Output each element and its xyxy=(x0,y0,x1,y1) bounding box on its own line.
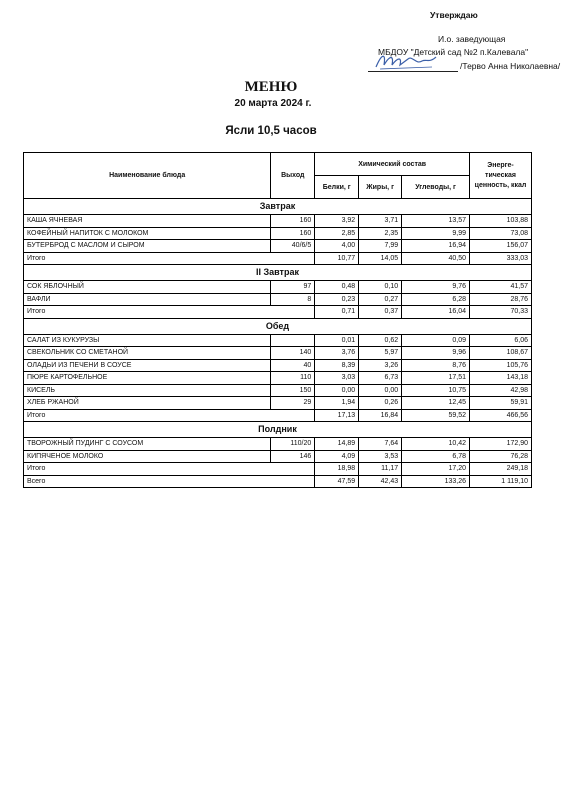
dish-fat: 5,97 xyxy=(359,347,402,360)
dish-protein: 0,01 xyxy=(315,334,359,347)
dish-protein: 14,89 xyxy=(315,438,359,451)
header-fat: Жиры, г xyxy=(359,176,402,199)
dish-output: 146 xyxy=(271,450,315,463)
section-title: II Завтрак xyxy=(24,265,532,281)
dish-carbs: 6,78 xyxy=(402,450,470,463)
header-output: Выход xyxy=(271,153,315,199)
dish-energy: 172,90 xyxy=(470,438,532,451)
dish-carbs: 6,28 xyxy=(402,293,470,306)
header-energy: Энерге-тическая ценность, ккал xyxy=(470,153,532,199)
table-row xyxy=(24,372,532,385)
header-protein: Белки, г xyxy=(315,176,359,199)
dish-name: БУТЕРБРОД С МАСЛОМ И СЫРОМ xyxy=(24,240,271,253)
table-row xyxy=(24,215,532,228)
grand-total-protein: 47,59 xyxy=(315,475,359,488)
total-protein: 17,13 xyxy=(315,409,359,422)
dish-fat: 2,35 xyxy=(359,227,402,240)
approval-name: /Терво Анна Николаевна/ xyxy=(460,61,561,71)
dish-energy: 143,18 xyxy=(470,372,532,385)
dish-fat: 3,53 xyxy=(359,450,402,463)
section-row xyxy=(24,199,532,215)
dish-energy: 105,76 xyxy=(470,359,532,372)
total-fat: 11,17 xyxy=(359,463,402,476)
dish-name: КИСЕЛЬ xyxy=(24,384,271,397)
table-row xyxy=(24,384,532,397)
dish-fat: 0,62 xyxy=(359,334,402,347)
dish-output: 29 xyxy=(271,397,315,410)
dish-name: КАША ЯЧНЕВАЯ xyxy=(24,215,271,228)
dish-fat: 3,26 xyxy=(359,359,402,372)
total-fat: 16,84 xyxy=(359,409,402,422)
dish-energy: 73,08 xyxy=(470,227,532,240)
signature-image xyxy=(372,49,442,73)
dish-energy: 108,67 xyxy=(470,347,532,360)
dish-protein: 4,09 xyxy=(315,450,359,463)
total-protein: 10,77 xyxy=(315,252,359,265)
dish-carbs: 9,76 xyxy=(402,281,470,294)
dish-carbs: 16,94 xyxy=(402,240,470,253)
document-title: МЕНЮ xyxy=(244,79,298,95)
total-label: Итого xyxy=(24,409,315,422)
table-row xyxy=(24,227,532,240)
dish-carbs: 12,45 xyxy=(402,397,470,410)
table-row xyxy=(24,397,532,410)
header-dish-name: Наименование блюда xyxy=(24,153,271,199)
dish-protein: 2,85 xyxy=(315,227,359,240)
dish-fat: 0,27 xyxy=(359,293,402,306)
dish-output: 40/6/5 xyxy=(271,240,315,253)
section-title: Обед xyxy=(24,318,532,334)
menu-body xyxy=(24,199,532,488)
grand-total-row xyxy=(24,475,532,488)
total-carbs: 40,50 xyxy=(402,252,470,265)
table-row xyxy=(24,359,532,372)
dish-protein: 4,00 xyxy=(315,240,359,253)
dish-output: 160 xyxy=(271,227,315,240)
approval-organization: МБДОУ "Детский сад №2 п.Калевала" xyxy=(378,47,529,57)
dish-protein: 0,23 xyxy=(315,293,359,306)
total-label: Итого xyxy=(24,306,315,319)
dish-output: 8 xyxy=(271,293,315,306)
dish-name: СВЕКОЛЬНИК СО СМЕТАНОЙ xyxy=(24,347,271,360)
dish-carbs: 9,99 xyxy=(402,227,470,240)
section-row xyxy=(24,318,532,334)
table-row xyxy=(24,293,532,306)
grand-total-fat: 42,43 xyxy=(359,475,402,488)
section-row xyxy=(24,265,532,281)
dish-name: ХЛЕБ РЖАНОЙ xyxy=(24,397,271,410)
dish-name: ТВОРОЖНЫЙ ПУДИНГ С СОУСОМ xyxy=(24,438,271,451)
dish-name: КОФЕЙНЫЙ НАПИТОК С МОЛОКОМ xyxy=(24,227,271,240)
total-protein: 0,71 xyxy=(315,306,359,319)
dish-protein: 0,48 xyxy=(315,281,359,294)
dish-carbs: 17,51 xyxy=(402,372,470,385)
dish-name: САЛАТ ИЗ КУКУРУЗЫ xyxy=(24,334,271,347)
grand-total-carbs: 133,26 xyxy=(402,475,470,488)
total-energy: 249,18 xyxy=(470,463,532,476)
total-carbs: 16,04 xyxy=(402,306,470,319)
section-title: Завтрак xyxy=(24,199,532,215)
total-energy: 333,03 xyxy=(470,252,532,265)
total-energy: 466,56 xyxy=(470,409,532,422)
dish-carbs: 8,76 xyxy=(402,359,470,372)
table-row xyxy=(24,347,532,360)
dish-name: ВАФЛИ xyxy=(24,293,271,306)
dish-energy: 42,98 xyxy=(470,384,532,397)
dish-output: 110/20 xyxy=(271,438,315,451)
total-label: Итого xyxy=(24,252,315,265)
dish-carbs: 9,96 xyxy=(402,347,470,360)
total-label: Итого xyxy=(24,463,315,476)
dish-output xyxy=(271,334,315,347)
dish-protein: 3,76 xyxy=(315,347,359,360)
dish-fat: 6,73 xyxy=(359,372,402,385)
section-title: Полдник xyxy=(24,422,532,438)
dish-protein: 0,00 xyxy=(315,384,359,397)
dish-output: 160 xyxy=(271,215,315,228)
dish-output: 110 xyxy=(271,372,315,385)
menu-table xyxy=(23,152,532,488)
dish-energy: 28,76 xyxy=(470,293,532,306)
dish-output: 140 xyxy=(271,347,315,360)
dish-output: 40 xyxy=(271,359,315,372)
dish-fat: 7,64 xyxy=(359,438,402,451)
dish-protein: 3,03 xyxy=(315,372,359,385)
dish-energy: 6,06 xyxy=(470,334,532,347)
dish-output: 150 xyxy=(271,384,315,397)
dish-protein: 3,92 xyxy=(315,215,359,228)
dish-protein: 8,39 xyxy=(315,359,359,372)
dish-name: СОК ЯБЛОЧНЫЙ xyxy=(24,281,271,294)
approval-role: И.о. заведующая xyxy=(438,34,506,44)
dish-carbs: 10,75 xyxy=(402,384,470,397)
total-fat: 0,37 xyxy=(359,306,402,319)
total-energy: 70,33 xyxy=(470,306,532,319)
dish-carbs: 10,42 xyxy=(402,438,470,451)
approval-title: Утверждаю xyxy=(430,10,478,20)
dish-name: КИПЯЧЕНОЕ МОЛОКО xyxy=(24,450,271,463)
table-row xyxy=(24,450,532,463)
header-carbs: Углеводы, г xyxy=(402,176,470,199)
table-row xyxy=(24,334,532,347)
dish-name: ОЛАДЬИ ИЗ ПЕЧЕНИ В СОУСЕ xyxy=(24,359,271,372)
total-row xyxy=(24,463,532,476)
dish-fat: 0,00 xyxy=(359,384,402,397)
dish-output: 97 xyxy=(271,281,315,294)
total-fat: 14,05 xyxy=(359,252,402,265)
table-row xyxy=(24,281,532,294)
dish-fat: 0,26 xyxy=(359,397,402,410)
dish-energy: 103,88 xyxy=(470,215,532,228)
dish-carbs: 13,57 xyxy=(402,215,470,228)
dish-protein: 1,94 xyxy=(315,397,359,410)
document-group: Ясли 10,5 часов xyxy=(225,125,317,137)
section-row xyxy=(24,422,532,438)
header-chemical: Химический состав xyxy=(315,153,470,176)
dish-energy: 156,07 xyxy=(470,240,532,253)
dish-fat: 0,10 xyxy=(359,281,402,294)
document-date: 20 марта 2024 г. xyxy=(234,98,312,109)
total-row xyxy=(24,252,532,265)
total-row xyxy=(24,306,532,319)
total-protein: 18,98 xyxy=(315,463,359,476)
table-row xyxy=(24,240,532,253)
grand-total-label: Всего xyxy=(24,475,315,488)
dish-energy: 76,28 xyxy=(470,450,532,463)
total-carbs: 59,52 xyxy=(402,409,470,422)
signature-line xyxy=(368,71,458,72)
total-carbs: 17,20 xyxy=(402,463,470,476)
dish-fat: 7,99 xyxy=(359,240,402,253)
table-row xyxy=(24,438,532,451)
dish-fat: 3,71 xyxy=(359,215,402,228)
dish-energy: 41,57 xyxy=(470,281,532,294)
dish-carbs: 0,09 xyxy=(402,334,470,347)
total-row xyxy=(24,409,532,422)
dish-energy: 59,91 xyxy=(470,397,532,410)
grand-total-energy: 1 119,10 xyxy=(470,475,532,488)
dish-name: ПЮРЕ КАРТОФЕЛЬНОЕ xyxy=(24,372,271,385)
